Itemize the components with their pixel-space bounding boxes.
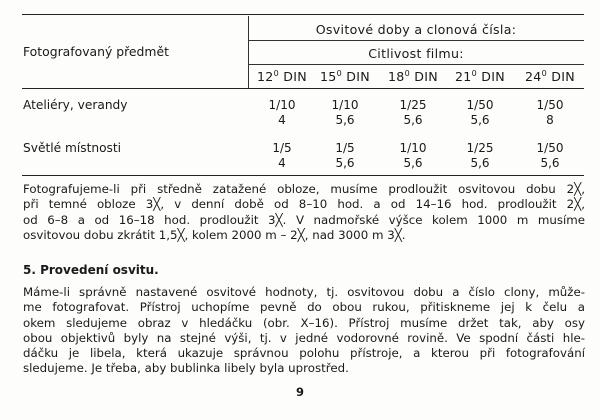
section-heading: 5. Provedení osvitu. [23,263,159,277]
header-exposure: Osvitové doby a clonová čísla: [315,22,517,37]
table-cell [252,98,312,128]
note-line: od 6–8 a od 16–18 hod. prodloužit 3╳. V nadmořské výšce kolem 1000 m musíme [23,212,585,227]
table-cell [520,98,580,128]
page-number: 9 [295,385,304,399]
header-rule-2 [248,64,584,65]
section-line: me fotografovat. Přístroj uchopíme pevně do obou rukou, přitiskneme jej k čelu a [23,300,585,315]
exposure-time: 1/10 [331,98,359,112]
table-top-rule [22,14,584,15]
column-header-number: 12 [256,69,274,84]
section-line: obou objektivů byly na stejné výši, tj. v jedné vodorovné rovině. Ve spodní části hle- [23,330,585,345]
exposure-time: 1/50 [536,98,564,112]
aperture-number: 5,6 [470,156,490,170]
column-header-number: 18 [387,69,405,84]
table-cell [383,141,443,171]
table-cell [450,98,510,128]
column-header-din [312,69,378,84]
exposure-time: 1/50 [536,141,564,155]
aperture-number: 4 [278,156,286,170]
table-header-rule [22,88,584,89]
table-cell [383,98,443,128]
exposure-time: 1/5 [272,141,292,155]
column-header-degree: 0 [541,69,547,78]
column-header-number: 21 [454,69,472,84]
section-paragraph [23,285,585,377]
column-header-din [447,69,513,84]
exposure-time: 1/50 [466,98,494,112]
column-header-unit: DIN [278,69,308,84]
column-header-unit: DIN [476,69,506,84]
column-header-unit: DIN [341,69,371,84]
column-header-din [249,69,315,84]
note-paragraph [23,182,585,243]
exposure-time: 1/25 [466,141,494,155]
aperture-number: 5,6 [335,113,355,127]
section-line: sledujeme. Je třeba, aby bublinka libely byla uprostřed. [23,361,349,376]
section-line: okem sledujeme obraz v hledáčku (obr. X–16). Přístroj musíme držet tak, aby osy [23,315,585,330]
table-cell [315,141,375,171]
header-subject: Fotografovaný předmět [23,44,169,59]
header-sensitivity: Citlivost filmu: [368,46,464,61]
table-cell [450,141,510,171]
column-header-din [517,69,583,84]
note-line: osvitovou dobu zkrátit 1,5╳, kolem 2000 m – 2╳, nad 3000 m 3╳. [23,227,406,242]
section-line: Máme-li správně nastavené osvitové hodnoty, tj. osvitovou dobu a číslo clony, může- [23,285,585,299]
column-header-number: 15 [319,69,337,84]
note-line: při temné obloze 3╳, v denní době od 8–10 hod. a od 14–16 hod. prodloužit 2╳, [23,197,585,212]
exposure-time: 1/25 [399,98,427,112]
aperture-number: 5,6 [540,156,560,170]
aperture-number: 4 [278,113,286,127]
column-header-unit: DIN [409,69,439,84]
aperture-number: 5,6 [335,156,355,170]
table-cell [315,98,375,128]
aperture-number: 5,6 [470,113,490,127]
row-label-ateliery: Ateliéry, verandy [23,98,128,112]
aperture-number: 8 [546,113,554,127]
header-rule-1 [248,40,584,41]
exposure-time: 1/10 [399,141,427,155]
column-header-unit: DIN [546,69,576,84]
exposure-time: 1/10 [268,98,296,112]
column-header-degree: 0 [471,69,477,78]
table-bottom-rule [22,175,584,176]
table-cell [520,141,580,171]
row-label-svetle-mistnosti: Světlé místnosti [23,141,122,155]
aperture-number: 5,6 [403,113,423,127]
column-header-degree: 0 [404,69,410,78]
note-line: Fotografujeme-li při středně zatažené obloze, musíme prodloužit osvitovou dobu 2╳, [23,182,585,196]
column-header-number: 24 [524,69,542,84]
table-cell [252,141,312,171]
exposure-time: 1/5 [335,141,355,155]
column-header-degree: 0 [273,69,279,78]
aperture-number: 5,6 [403,156,423,170]
section-line: dáčku je libela, která ukazuje správnou polohu přístroje, a kterou při fotografování [23,346,585,361]
column-header-degree: 0 [336,69,342,78]
column-header-din [380,69,446,84]
